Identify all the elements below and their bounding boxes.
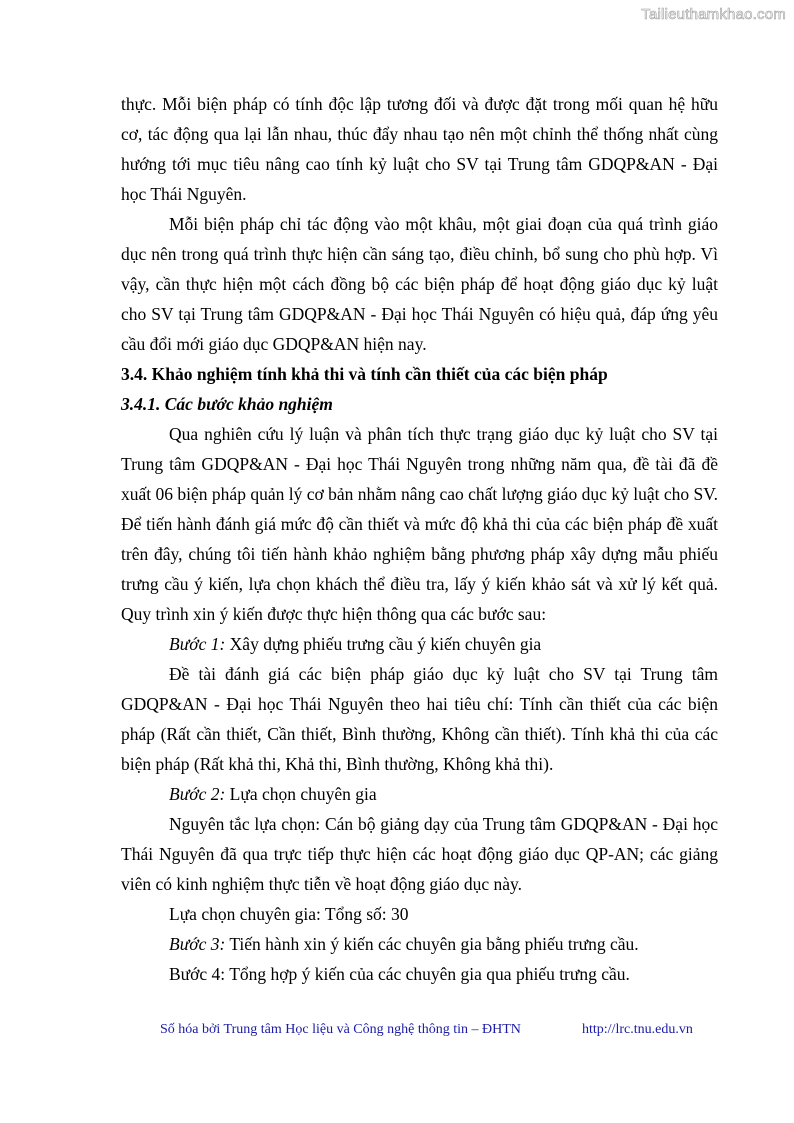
page-content [121,89,718,989]
footer-digitized-by: Số hóa bởi Trung tâm Học liệu và Công nghệ thông tin – ĐHTN [160,1022,521,1037]
paragraph-criteria: Đề tài đánh giá các biện pháp giáo dục kỷ luật cho SV tại Trung tâm GDQP&AN - Đại học Thái Nguyên theo hai tiêu chí: Tính cần thiết của các biện pháp (Rất cần thiết, Cần thiết, Bình thường, Không cần thiết). Tính khả thi của các biện pháp (Rất khả thi, Khả thi, Bình thường, Không khả thi). [121,664,718,774]
step-2 [121,779,718,809]
paragraph-survey-method: Qua nghiên cứu lý luận và phân tích thực trạng giáo dục kỷ luật cho SV tại Trung tâm GDQP&AN - Đại học Thái Nguyên trong những năm qua, đề tài đã đề xuất 06 biện pháp quản lý cơ bản nhằm nâng cao chất lượng giáo dục kỷ luật cho SV. Để tiến hành đánh giá mức độ cần thiết và mức độ khả thi của các biện pháp đề xuất trên đây, chúng tôi tiến hành khảo nghiệm bằng phương pháp xây dựng mẫu phiếu trưng cầu ý kiến, lựa chọn khách thể điều tra, lấy ý kiến khảo sát và xử lý kết quả. Quy trình xin ý kiến được thực hiện thông qua các bước sau: [121,424,718,624]
paragraph-intro-continuation: thực. Mỗi biện pháp có tính độc lập tương đối và được đặt trong mối quan hệ hữu cơ, tác động qua lại lẫn nhau, thúc đẩy nhau tạo nên một chỉnh thể thống nhất cùng hướng tới mục tiêu nâng cao tính kỷ luật cho SV tại Trung tâm GDQP&AN - Đại học Thái Nguyên. [121,94,718,204]
step-3-label: Bước 3: [169,934,226,954]
step-2-text: Lựa chọn chuyên gia [225,784,377,804]
paragraph-synchronous-measures: Mỗi biện pháp chỉ tác động vào một khâu, một giai đoạn của quá trình giáo dục nên trong quá trình thực hiện cần sáng tạo, điều chỉnh, bổ sung cho phù hợp. Vì vậy, cần thực hiện một cách đồng bộ các biện pháp để hoạt động giáo dục kỷ luật cho SV tại Trung tâm GDQP&AN - Đại học Thái Nguyên có hiệu quả, đáp ứng yêu cầu đổi mới giáo dục GDQP&AN hiện nay. [121,214,718,354]
step-4: Bước 4: Tổng hợp ý kiến của các chuyên gia qua phiếu trưng cầu. [169,964,630,984]
section-heading-3-4: 3.4. Khảo nghiệm tính khả thi và tính cần thiết của các biện pháp [121,364,608,384]
step-1 [121,629,718,659]
step-3-text: Tiến hành xin ý kiến các chuyên gia bằng phiếu trưng cầu. [225,934,639,954]
paragraph-expert-count: Lựa chọn chuyên gia: Tổng số: 30 [169,904,409,924]
step-1-label: Bước 1: [169,634,226,654]
step-2-label: Bước 2: [169,784,226,804]
paragraph-selection-principle: Nguyên tắc lựa chọn: Cán bộ giảng dạy của Trung tâm GDQP&AN - Đại học Thái Nguyên đã qua trực tiếp thực hiện các hoạt động giáo dục QP-AN; các giảng viên có kinh nghiệm thực tiễn về hoạt động giáo dục này. [121,814,718,894]
footer-url-link[interactable]: http://lrc.tnu.edu.vn [582,1022,693,1037]
step-3 [121,929,718,959]
watermark-text: Tailieuthamkhao.com [641,6,786,23]
step-1-text: Xây dựng phiếu trưng cầu ý kiến chuyên gia [225,634,542,654]
subsection-heading-3-4-1: 3.4.1. Các bước khảo nghiệm [121,394,333,414]
